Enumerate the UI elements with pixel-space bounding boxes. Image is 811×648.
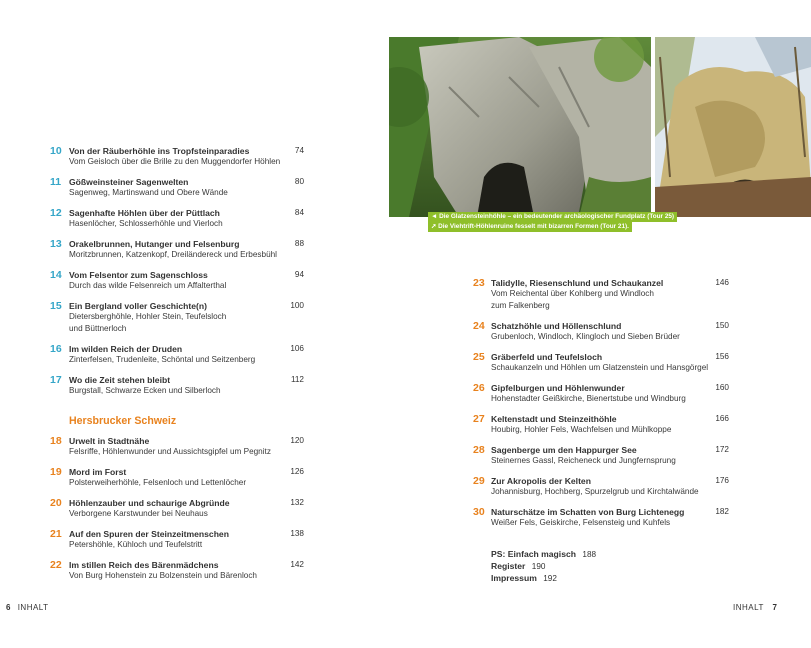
tour-title: Im wilden Reich der Druden [69, 344, 183, 354]
section-heading: Hersbrucker Schweiz [69, 415, 177, 427]
tour-subtitle: und Büttnerloch [69, 324, 127, 333]
tour-title: Sagenhafte Höhlen über der Püttlach [69, 208, 220, 218]
page-number: 166 [715, 414, 729, 423]
tour-number: 13 [50, 238, 62, 250]
tour-title: Ein Bergland voller Geschichte(n) [69, 301, 208, 311]
tour-number: 26 [473, 382, 485, 394]
page-number: 156 [715, 352, 729, 361]
page-number: 112 [290, 375, 304, 384]
tour-subtitle: Schaukanzeln und Höhlen um Glatzenstein und Hansgörgel [491, 363, 709, 372]
tour-title: Zur Akropolis der Kelten [491, 476, 591, 486]
tour-subtitle: Polsterweiherhöhle, Felsenloch und Lettenlöcher [69, 478, 247, 487]
tour-subtitle: Moritzbrunnen, Katzenkopf, Dreiländereck und Erbesbühl [69, 250, 277, 259]
page-number: 182 [715, 507, 729, 516]
footer-label-left: INHALT [17, 603, 49, 612]
tour-title: Gipfelburgen und Höhlenwunder [491, 383, 625, 393]
tour-subtitle: Steinernes Gassl, Reicheneck und Jungfernsprung [491, 456, 676, 465]
toc-entry-14[interactable] [50, 269, 310, 295]
page-number-left: 6 [6, 603, 11, 612]
tour-subtitle: Petershöhle, Kühloch und Teufelstritt [69, 540, 203, 549]
tour-title: Keltenstadt und Steinzeithöhle [491, 414, 617, 424]
tour-title: Von der Räuberhöhle ins Tropfsteinparadies [69, 146, 250, 156]
toc-entry-17[interactable] [50, 374, 310, 400]
page-number: 94 [294, 270, 304, 279]
toc-entry-11[interactable] [50, 176, 310, 202]
tour-number: 15 [50, 300, 62, 312]
tour-title: Auf den Spuren der Steinzeitmenschen [69, 529, 229, 539]
tour-subtitle: Felsriffe, Höhlenwunder und Aussichtsgipfel um Pegnitz [69, 447, 271, 456]
toc-entry-21[interactable] [50, 528, 310, 554]
tour-number: 30 [473, 506, 485, 518]
cave-photo-glatzenstein [389, 37, 651, 217]
tour-title: Wo die Zeit stehen bleibt [69, 375, 171, 385]
tour-title: Gößweinsteiner Sagenwelten [69, 177, 189, 187]
footer-right [733, 603, 777, 612]
tour-subtitle: Vom Reichental über Kohlberg und Windloch [491, 289, 654, 298]
tour-number: 24 [473, 320, 485, 332]
toc-entry-24[interactable] [473, 320, 733, 346]
photo-caption-2: ➚ Die Viehtrift-Höhlenruine fesselt mit bizarren Formen (Tour 21). [428, 222, 632, 232]
page-number: 88 [294, 239, 304, 248]
tour-number: 11 [50, 176, 62, 188]
tour-number: 21 [50, 528, 62, 540]
tour-subtitle: Weißer Fels, Geiskirche, Felsensteig und Kuhfels [491, 518, 671, 527]
tour-title: Schatzhöhle und Höllenschlund [491, 321, 622, 331]
page-number: 142 [290, 560, 304, 569]
toc-entry-22[interactable] [50, 559, 310, 585]
toc-entry-29[interactable] [473, 475, 733, 501]
toc-entry-19[interactable] [50, 466, 310, 492]
tour-subtitle: Hasenlöcher, Schlosserhöhle und Vierloch [69, 219, 223, 228]
toc-impressum-entry[interactable] [491, 572, 557, 585]
tour-subtitle: Burgstall, Schwarze Ecken und Silberloch [69, 386, 221, 395]
tour-title: Sagenberge um den Happurger See [491, 445, 637, 455]
tour-number: 23 [473, 277, 485, 289]
tour-title: Mord im Forst [69, 467, 127, 477]
toc-entry-26[interactable] [473, 382, 733, 408]
toc-entry-23[interactable] [473, 277, 733, 315]
page-number: 150 [715, 321, 729, 330]
tour-subtitle: Von Burg Hohenstein zu Bolzenstein und Bärenloch [69, 571, 257, 580]
tour-subtitle: zum Falkenberg [491, 301, 550, 310]
tour-number: 25 [473, 351, 485, 363]
page-number: 84 [294, 208, 304, 217]
toc-entry-18[interactable] [50, 435, 310, 461]
tour-number: 16 [50, 343, 62, 355]
tour-title: Orakelbrunnen, Hutanger und Felsenburg [69, 239, 240, 249]
page-number: 80 [294, 177, 304, 186]
tour-title: Talidylle, Riesenschlund und Schaukanzel [491, 278, 664, 288]
page-number: 146 [715, 278, 729, 287]
toc-entry-15[interactable] [50, 300, 310, 338]
page-number: 120 [290, 436, 304, 445]
toc-entry-20[interactable] [50, 497, 310, 523]
register-label: Register [491, 561, 526, 571]
tour-number: 28 [473, 444, 485, 456]
tour-subtitle: Grubenloch, Windloch, Klingloch und Sieben Brüder [491, 332, 680, 341]
page-number: 126 [290, 467, 304, 476]
tour-title: Urwelt in Stadtnähe [69, 436, 150, 446]
tour-number: 22 [50, 559, 62, 571]
tour-subtitle: Vom Geisloch über die Brille zu den Muggendorfer Höhlen [69, 157, 281, 166]
page-number: 74 [294, 146, 304, 155]
tour-subtitle: Zinterfelsen, Trudenleite, Schöntal und Seitzenberg [69, 355, 256, 364]
tour-subtitle: Sagenweg, Martinswand und Obere Wände [69, 188, 228, 197]
tour-title: Gräberfeld und Teufelsloch [491, 352, 603, 362]
tour-title: Vom Felsentor zum Sagenschloss [69, 270, 208, 280]
tour-number: 19 [50, 466, 62, 478]
page-number: 192 [543, 574, 557, 583]
toc-entry-28[interactable] [473, 444, 733, 470]
toc-entry-12[interactable] [50, 207, 310, 233]
tour-number: 12 [50, 207, 62, 219]
toc-entry-30[interactable] [473, 506, 733, 532]
page-number: 172 [715, 445, 729, 454]
tour-subtitle: Hohenstadter Geißkirche, Bienertstube und Windburg [491, 394, 686, 403]
photo-caption-1: ◄ Die Glatzensteinhöhle – ein bedeutender archäologischer Fundplatz (Tour 25) [428, 212, 677, 222]
tour-number: 20 [50, 497, 62, 509]
tour-title: Im stillen Reich des Bärenmädchens [69, 560, 219, 570]
tour-subtitle: Verborgene Karstwunder bei Neuhaus [69, 509, 208, 518]
ps-label: PS: Einfach magisch [491, 549, 577, 559]
impressum-label: Impressum [491, 573, 537, 583]
tour-subtitle: Houbirg, Hohler Fels, Wachfelsen und Mühlkoppe [491, 425, 672, 434]
page-number: 106 [290, 344, 304, 353]
footer-left [6, 603, 49, 612]
toc-entry-13[interactable] [50, 238, 310, 264]
tour-subtitle: Dietersberghöhle, Hohler Stein, Teufelsloch [69, 312, 227, 321]
footer-label-right: INHALT [733, 603, 764, 612]
tour-number: 29 [473, 475, 485, 487]
tour-number: 10 [50, 145, 62, 157]
page-number: 132 [290, 498, 304, 507]
tour-number: 18 [50, 435, 62, 447]
page-number-right: 7 [772, 603, 778, 612]
page-number: 190 [531, 562, 546, 571]
page-number: 176 [715, 476, 729, 485]
page-number: 100 [290, 301, 304, 310]
tour-number: 27 [473, 413, 485, 425]
rock-photo-viehtrift [655, 37, 811, 217]
toc-entry-25[interactable] [473, 351, 733, 377]
toc-entry-10[interactable] [50, 145, 310, 171]
page-number: 160 [715, 383, 729, 392]
page-number: 138 [290, 529, 304, 538]
tour-title: Höhlenzauber und schaurige Abgründe [69, 498, 230, 508]
tour-number: 14 [50, 269, 62, 281]
tour-number: 17 [50, 374, 62, 386]
tour-subtitle: Durch das wilde Felsenreich um Affalterthal [69, 281, 227, 290]
tour-subtitle: Johannisburg, Hochberg, Spurzelgrub und Kirchtalwände [491, 487, 699, 496]
toc-entry-16[interactable] [50, 343, 310, 369]
tour-title: Naturschätze im Schatten von Burg Lichtenegg [491, 507, 685, 517]
toc-entry-27[interactable] [473, 413, 733, 439]
page-number: 188 [582, 550, 597, 559]
